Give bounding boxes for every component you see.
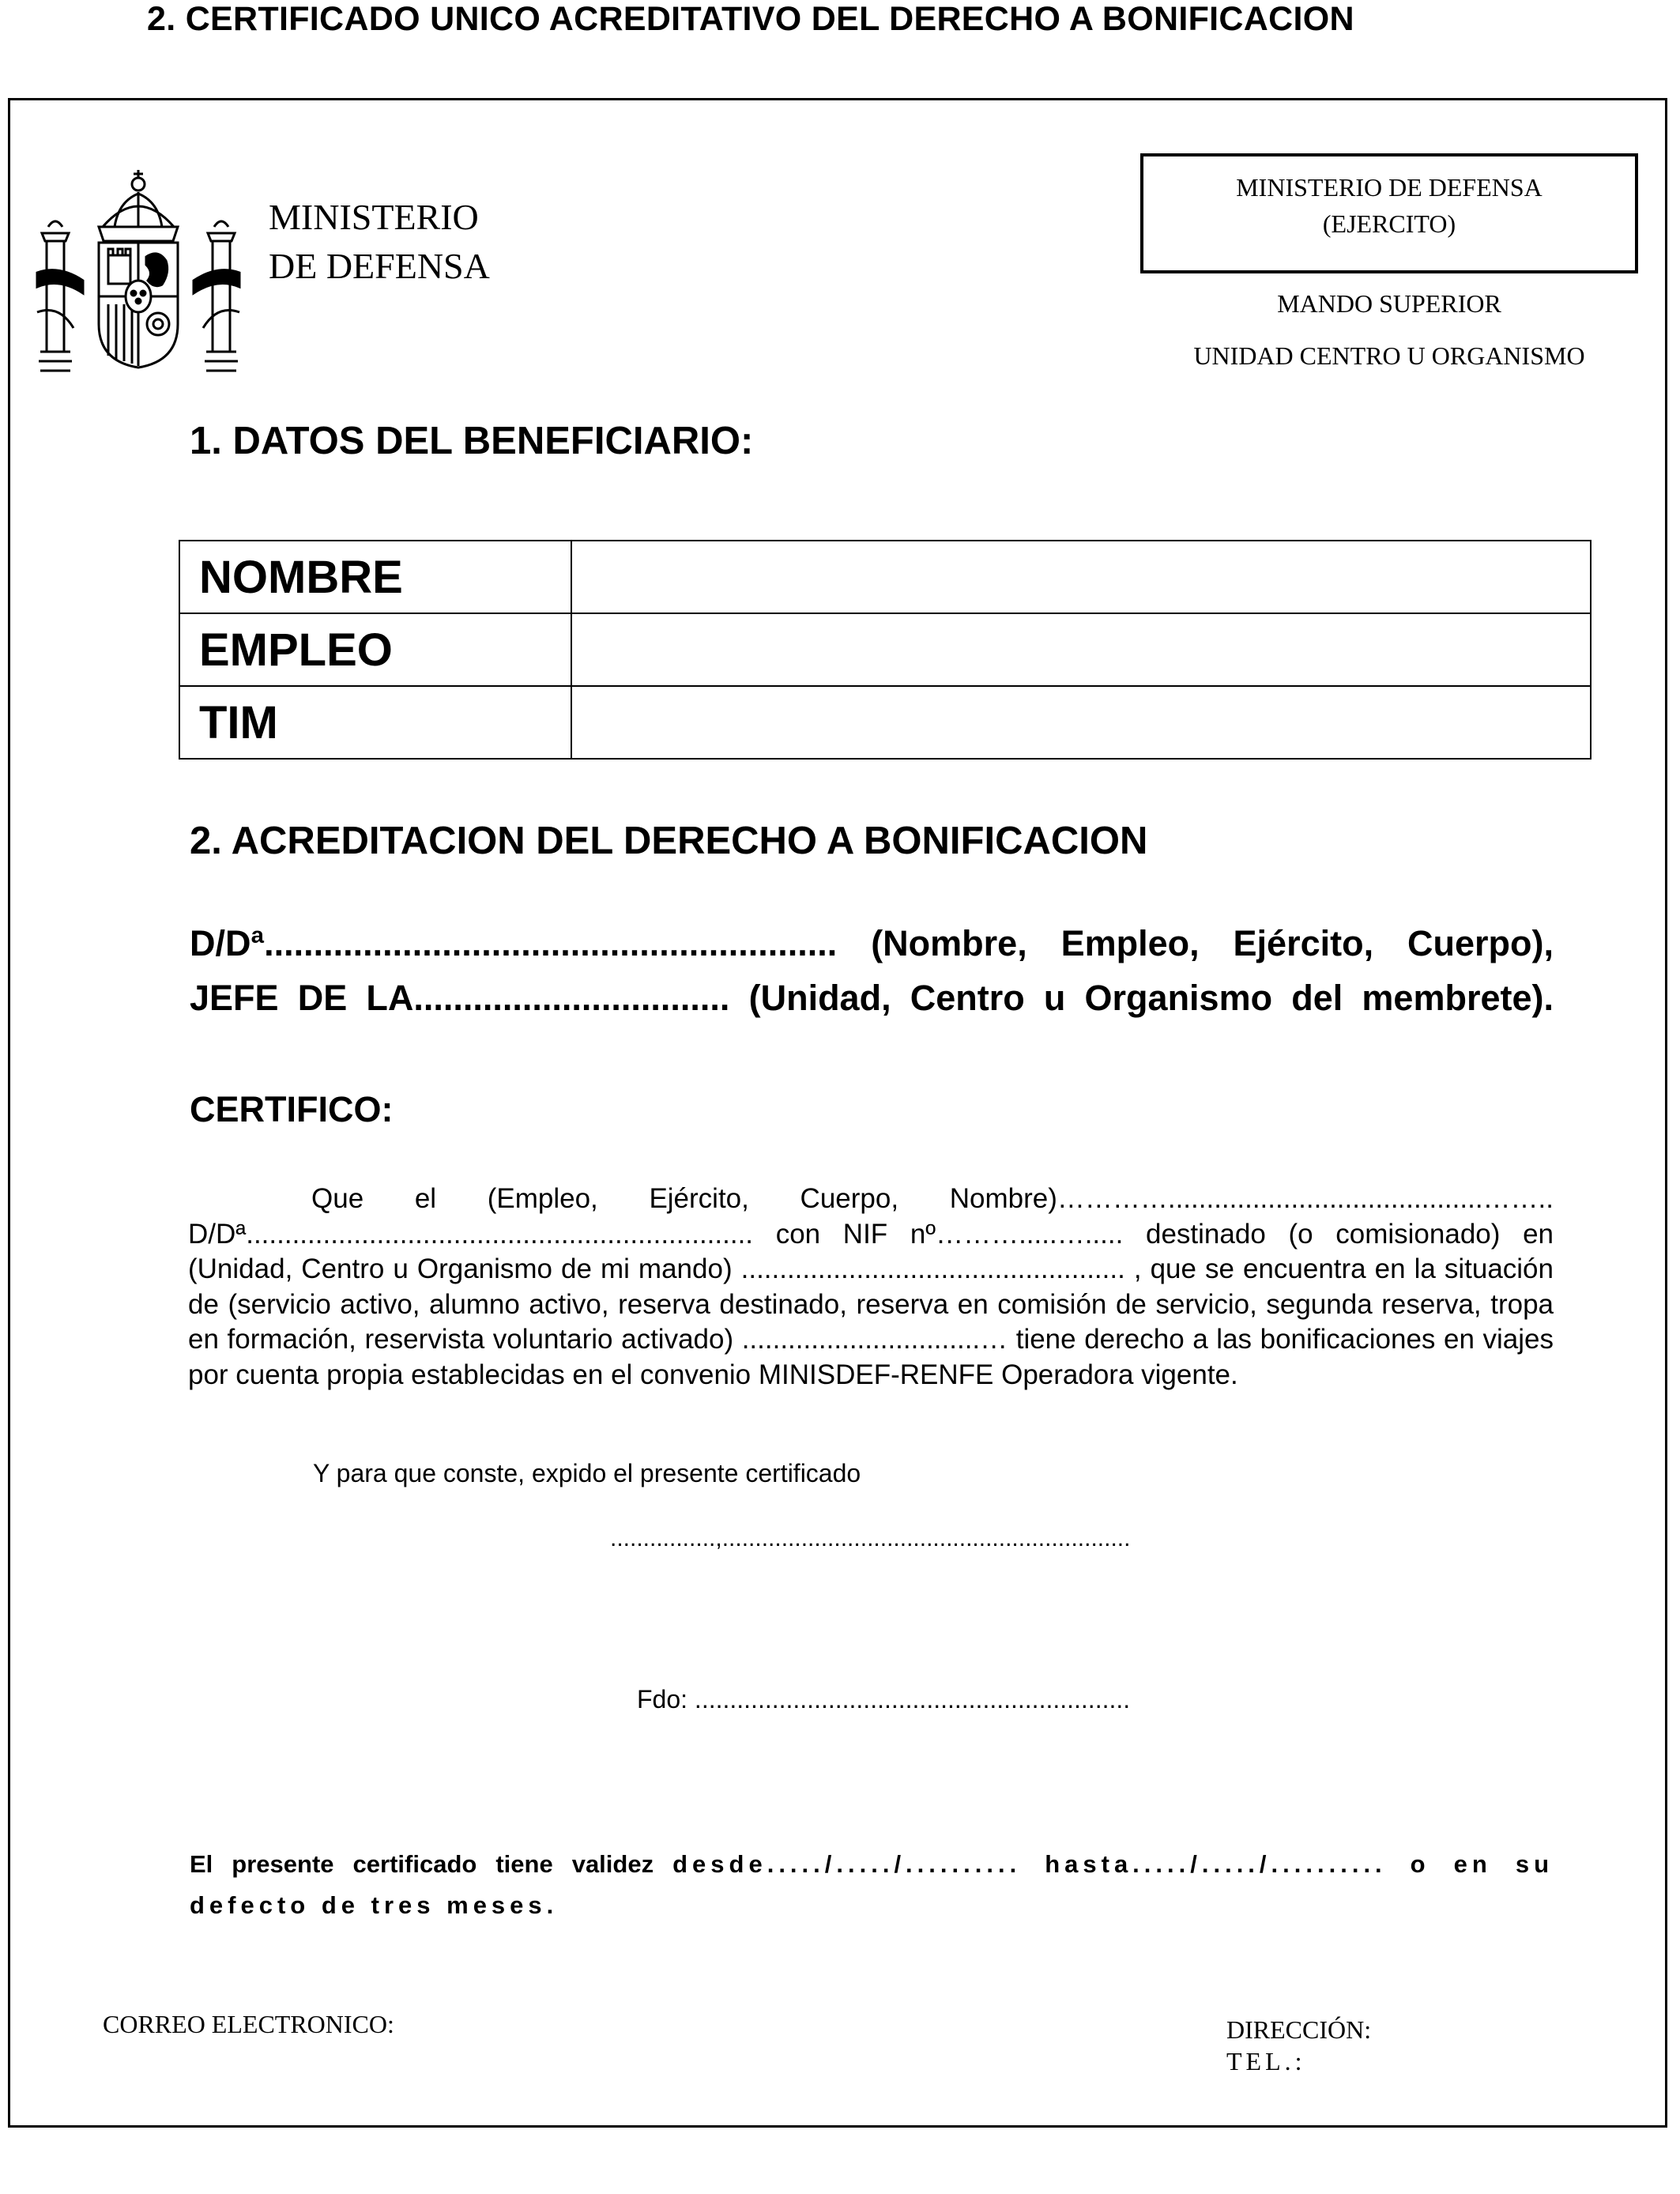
nombre-label: NOMBRE — [179, 541, 571, 613]
tim-label: TIM — [179, 686, 571, 759]
address-label: DIRECCIÓN: — [1226, 2015, 1372, 2044]
ministry-line-1: MINISTERIO — [269, 197, 479, 237]
unidad-label: UNIDAD CENTRO U ORGANISMO — [1193, 341, 1585, 370]
dd-line: D/Dª.......................................................... (Nombre, Empleo, Ejército, Cuerpo), — [190, 923, 1554, 963]
letterhead-line-1: MINISTERIO DE DEFENSA — [1236, 173, 1543, 202]
expido-text: Y para que conste, expido el presente certificado — [313, 1459, 861, 1487]
ministry-label — [269, 193, 490, 291]
spain-coat-of-arms-icon — [36, 154, 241, 375]
certificate-body: Que el (Empleo, Ejército, Cuerpo, Nombre)………….........................................…….. D/Dª.................................................................. con NIF nº……….....…..... destinado (o comisionado) en (Unidad, Centro u Organismo de mi mando) .................................................. , que se encuentra en la situación de (servicio activo, alumno activo, reserva destinado, reserva en comisión de servicio, segunda reserva, tropa en formación, reservista voluntario activado) ...............................… tiene derecho a las bonificaciones en viajes por cuenta propia establecidas en el convenio MINISDEF-RENFE Operadora vigente. — [188, 1183, 1554, 1390]
jefe-line: JEFE DE LA................................ (Unidad, Centro u Organismo del membrete). — [190, 978, 1554, 1018]
section-2-heading: 2. ACREDITACION DEL DERECHO A BONIFICACION — [190, 820, 1148, 862]
mando-superior-label: MANDO SUPERIOR — [1277, 289, 1501, 318]
tim-field[interactable] — [571, 686, 1591, 759]
place-date-line: ................,.............................................................. — [610, 1525, 1131, 1551]
phone-label: TEL.: — [1226, 2047, 1306, 2075]
nombre-field[interactable] — [571, 541, 1591, 613]
address-block — [1226, 2014, 1371, 2077]
table-row — [179, 541, 1591, 613]
page-title: 2. CERTIFICADO UNICO ACREDITATIVO DEL DERECHO A BONIFICACION — [147, 0, 1354, 38]
table-row — [179, 686, 1591, 759]
section-1-heading: 1. DATOS DEL BENEFICIARIO: — [190, 420, 754, 462]
validity-note-end: desde...../...../.......... hasta...../...../.......... o en su defecto de tres meses. — [190, 1850, 1554, 1919]
ministry-line-2: DE DEFENSA — [269, 246, 490, 286]
certifico-heading: CERTIFICO: — [190, 1089, 394, 1129]
letterhead-line-2: (EJERCITO) — [1322, 209, 1456, 238]
table-row — [179, 613, 1591, 686]
signature-line: Fdo: .............................................................. — [637, 1685, 1131, 1713]
empleo-field[interactable] — [571, 613, 1591, 686]
empleo-label: EMPLEO — [179, 613, 571, 686]
beneficiary-table — [179, 540, 1591, 760]
validity-note-start: El presente certificado tiene validez — [190, 1850, 673, 1878]
email-label: CORREO ELECTRONICO: — [103, 2010, 394, 2038]
validity-note — [190, 1844, 1554, 1926]
letterhead-box — [1140, 153, 1638, 273]
